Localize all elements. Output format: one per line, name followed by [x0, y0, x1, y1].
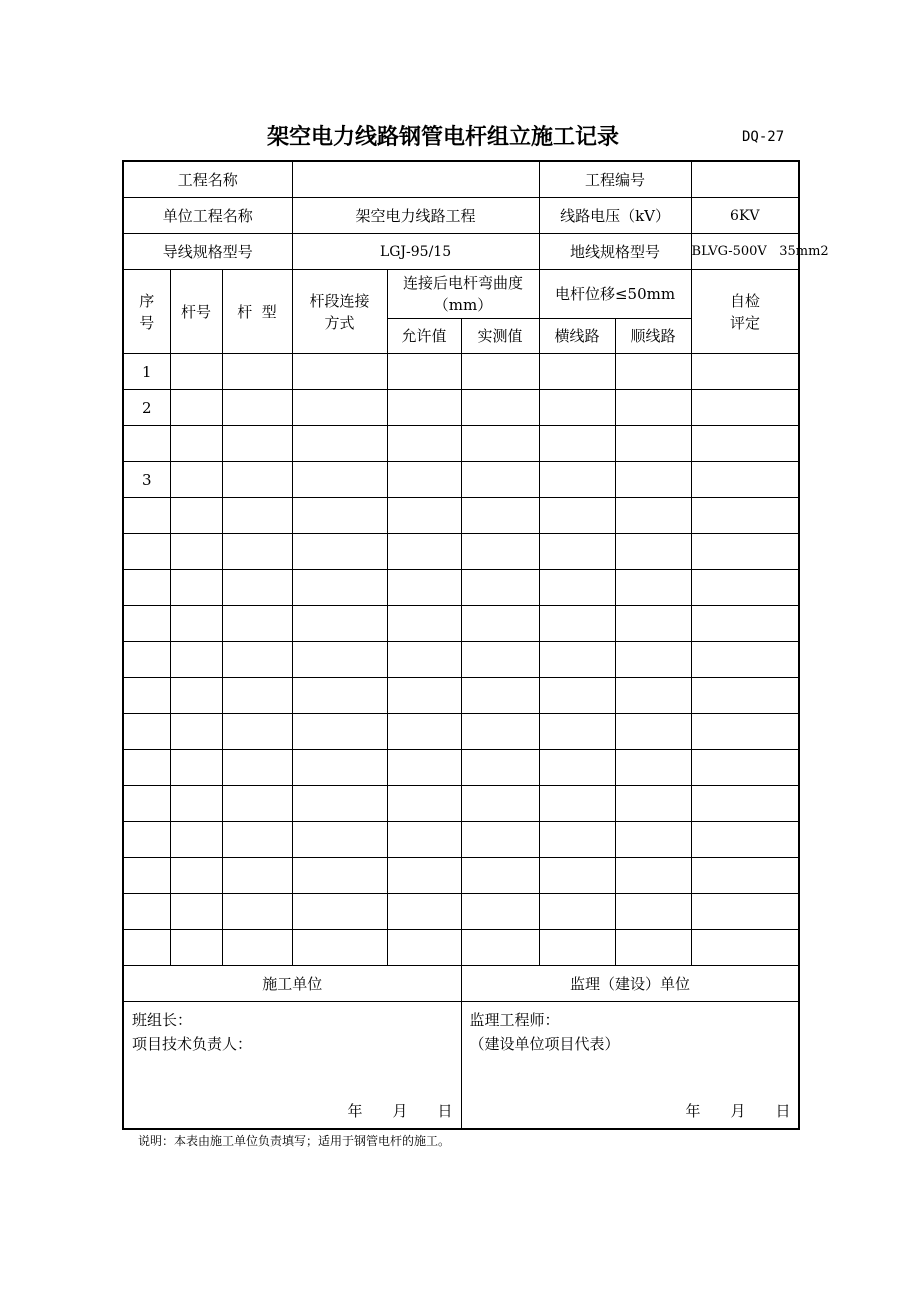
- col-pole-no: 杆号: [170, 270, 222, 354]
- row-input-cell[interactable]: [691, 570, 799, 606]
- row-input-cell[interactable]: [170, 390, 222, 426]
- table-row: [123, 534, 799, 570]
- row-seq-cell: 1: [123, 354, 170, 390]
- col-displacement: 电杆位移≤50mm: [539, 270, 691, 319]
- row-input-cell[interactable]: [222, 642, 292, 678]
- row-input-cell[interactable]: [292, 498, 387, 534]
- row-input-cell[interactable]: [691, 894, 799, 930]
- row-input-cell[interactable]: [461, 426, 539, 462]
- row-input-cell[interactable]: [691, 930, 799, 966]
- row-input-cell[interactable]: [387, 534, 461, 570]
- supervision-signature-cell[interactable]: [461, 1002, 799, 1130]
- row-seq-cell: [123, 534, 170, 570]
- construction-record-table: [122, 160, 829, 1130]
- row-input-cell[interactable]: [222, 426, 292, 462]
- row-seq-cell: [123, 714, 170, 750]
- row-seq-cell: [123, 606, 170, 642]
- row-input-cell[interactable]: [170, 858, 222, 894]
- row-seq-cell: [123, 894, 170, 930]
- row-input-cell[interactable]: [615, 678, 691, 714]
- form-code: DQ-27: [742, 129, 785, 145]
- row-input-cell[interactable]: [170, 606, 222, 642]
- table-row: [123, 606, 799, 642]
- row-input-cell[interactable]: [387, 390, 461, 426]
- row-input-cell[interactable]: [691, 678, 799, 714]
- row-input-cell[interactable]: [222, 354, 292, 390]
- row-input-cell[interactable]: [461, 534, 539, 570]
- row-input-cell[interactable]: [539, 642, 615, 678]
- row-input-cell[interactable]: [461, 606, 539, 642]
- row-input-cell[interactable]: [387, 678, 461, 714]
- supervisor-label: 监理工程师：: [469, 1011, 560, 1029]
- row-input-cell[interactable]: [170, 534, 222, 570]
- row-seq-cell: [123, 786, 170, 822]
- row-seq-cell: [123, 570, 170, 606]
- col-bending: 连接后电杆弯曲度 （mm）: [387, 270, 539, 319]
- row-input-cell[interactable]: [222, 786, 292, 822]
- row-input-cell[interactable]: [539, 714, 615, 750]
- row-input-cell[interactable]: [222, 390, 292, 426]
- construction-date: 年 月 日: [347, 1102, 453, 1120]
- conductor-label: 导线规格型号: [123, 234, 292, 270]
- row-input-cell[interactable]: [292, 930, 387, 966]
- row-input-cell[interactable]: [539, 390, 615, 426]
- header-row-unit: [123, 198, 799, 234]
- row-input-cell[interactable]: [170, 930, 222, 966]
- row-input-cell[interactable]: [539, 426, 615, 462]
- row-input-cell[interactable]: [691, 714, 799, 750]
- row-input-cell[interactable]: [691, 786, 799, 822]
- row-input-cell[interactable]: [615, 894, 691, 930]
- row-input-cell[interactable]: [387, 930, 461, 966]
- row-input-cell[interactable]: [170, 462, 222, 498]
- form-note: 说明：本表由施工单位负责填写；适用于钢管电杆的施工。: [138, 1134, 451, 1148]
- row-input-cell[interactable]: [539, 822, 615, 858]
- row-input-cell[interactable]: [615, 498, 691, 534]
- row-seq-cell: [123, 642, 170, 678]
- ground-wire-field[interactable]: BLVG-500V 35mm2: [691, 234, 799, 270]
- row-input-cell[interactable]: [461, 498, 539, 534]
- row-input-cell[interactable]: [387, 570, 461, 606]
- row-input-cell[interactable]: [691, 354, 799, 390]
- column-header-row-1: [123, 270, 799, 319]
- row-input-cell[interactable]: [222, 822, 292, 858]
- table-row: [123, 786, 799, 822]
- footer-header-row: [123, 966, 799, 1002]
- row-input-cell[interactable]: [691, 390, 799, 426]
- row-input-cell[interactable]: [539, 678, 615, 714]
- row-input-cell[interactable]: [691, 822, 799, 858]
- project-no-label: 工程编号: [539, 161, 691, 198]
- col-measured: 实测值: [461, 319, 539, 354]
- row-input-cell[interactable]: [461, 462, 539, 498]
- project-name-label: 工程名称: [123, 161, 292, 198]
- row-input-cell[interactable]: [222, 570, 292, 606]
- row-input-cell[interactable]: [615, 642, 691, 678]
- col-self-check: 自检 评定: [691, 270, 799, 354]
- row-input-cell[interactable]: [222, 678, 292, 714]
- row-input-cell[interactable]: [691, 426, 799, 462]
- row-seq-cell: 3: [123, 462, 170, 498]
- row-input-cell[interactable]: [292, 570, 387, 606]
- row-input-cell[interactable]: [691, 606, 799, 642]
- row-input-cell[interactable]: [170, 822, 222, 858]
- row-input-cell[interactable]: [461, 822, 539, 858]
- table-row: [123, 714, 799, 750]
- row-input-cell[interactable]: [691, 462, 799, 498]
- row-input-cell[interactable]: [292, 354, 387, 390]
- project-no-field[interactable]: [691, 161, 799, 198]
- row-input-cell[interactable]: [615, 858, 691, 894]
- row-input-cell[interactable]: [170, 642, 222, 678]
- voltage-field[interactable]: 6KV: [691, 198, 799, 234]
- row-input-cell[interactable]: [615, 750, 691, 786]
- row-input-cell[interactable]: [222, 462, 292, 498]
- row-input-cell[interactable]: [170, 570, 222, 606]
- row-input-cell[interactable]: [387, 786, 461, 822]
- row-input-cell[interactable]: [292, 606, 387, 642]
- row-input-cell[interactable]: [387, 606, 461, 642]
- table-row: [123, 426, 799, 462]
- row-input-cell[interactable]: [222, 930, 292, 966]
- row-seq-cell: [123, 858, 170, 894]
- row-input-cell[interactable]: [222, 858, 292, 894]
- row-seq-cell: [123, 750, 170, 786]
- row-input-cell[interactable]: [691, 750, 799, 786]
- row-input-cell[interactable]: [539, 534, 615, 570]
- row-seq-cell: [123, 930, 170, 966]
- row-input-cell[interactable]: [292, 426, 387, 462]
- row-input-cell[interactable]: [615, 570, 691, 606]
- row-input-cell[interactable]: [539, 894, 615, 930]
- table-row: [123, 678, 799, 714]
- row-input-cell[interactable]: [292, 678, 387, 714]
- row-seq-cell: 2: [123, 390, 170, 426]
- row-input-cell[interactable]: [539, 606, 615, 642]
- supervision-date: 年 月 日: [685, 1102, 791, 1120]
- supervision-unit-label: 监理（建设）单位: [461, 966, 799, 1002]
- row-input-cell[interactable]: [615, 606, 691, 642]
- table-row: [123, 822, 799, 858]
- row-input-cell[interactable]: [222, 714, 292, 750]
- row-input-cell[interactable]: [292, 786, 387, 822]
- row-input-cell[interactable]: [170, 498, 222, 534]
- row-input-cell[interactable]: [222, 750, 292, 786]
- row-input-cell[interactable]: [461, 354, 539, 390]
- row-input-cell[interactable]: [461, 642, 539, 678]
- row-input-cell[interactable]: [170, 714, 222, 750]
- row-input-cell[interactable]: [387, 354, 461, 390]
- row-input-cell[interactable]: [222, 534, 292, 570]
- row-input-cell[interactable]: [387, 642, 461, 678]
- row-input-cell[interactable]: [691, 858, 799, 894]
- form-title: 架空电力线路钢管电杆组立施工记录: [266, 125, 619, 150]
- ground-wire-label: 地线规格型号: [539, 234, 691, 270]
- col-transverse: 横线路: [539, 319, 615, 354]
- row-input-cell[interactable]: [387, 462, 461, 498]
- conductor-field[interactable]: LGJ-95/15: [292, 234, 539, 270]
- row-input-cell[interactable]: [461, 570, 539, 606]
- col-seq: 序 号: [123, 270, 170, 354]
- row-input-cell[interactable]: [461, 786, 539, 822]
- row-input-cell[interactable]: [615, 354, 691, 390]
- row-input-cell[interactable]: [691, 642, 799, 678]
- row-input-cell[interactable]: [292, 750, 387, 786]
- row-seq-cell: [123, 426, 170, 462]
- table-row: [123, 930, 799, 966]
- row-input-cell[interactable]: [387, 858, 461, 894]
- construction-unit-label: 施工单位: [123, 966, 461, 1002]
- row-input-cell[interactable]: [539, 786, 615, 822]
- row-input-cell[interactable]: [292, 822, 387, 858]
- row-seq-cell: [123, 678, 170, 714]
- row-input-cell[interactable]: [539, 570, 615, 606]
- row-input-cell[interactable]: [222, 894, 292, 930]
- row-input-cell[interactable]: [170, 426, 222, 462]
- row-input-cell[interactable]: [170, 750, 222, 786]
- row-input-cell[interactable]: [170, 354, 222, 390]
- row-input-cell[interactable]: [292, 390, 387, 426]
- construction-signature-cell[interactable]: [123, 1002, 461, 1130]
- col-allowed: 允许值: [387, 319, 461, 354]
- signature-row: [123, 1002, 799, 1130]
- col-pole-type: 杆 型: [222, 270, 292, 354]
- row-input-cell[interactable]: [615, 786, 691, 822]
- unit-project-field[interactable]: 架空电力线路工程: [292, 198, 539, 234]
- row-input-cell[interactable]: [539, 354, 615, 390]
- row-input-cell[interactable]: [387, 426, 461, 462]
- row-input-cell[interactable]: [461, 750, 539, 786]
- row-input-cell[interactable]: [691, 534, 799, 570]
- row-input-cell[interactable]: [615, 930, 691, 966]
- voltage-label: 线路电压（kV）: [539, 198, 691, 234]
- table-row: [123, 750, 799, 786]
- row-input-cell[interactable]: [615, 534, 691, 570]
- row-input-cell[interactable]: [461, 678, 539, 714]
- table-row: [123, 858, 799, 894]
- data-rows: [123, 354, 799, 966]
- row-input-cell[interactable]: [539, 858, 615, 894]
- row-input-cell[interactable]: [222, 498, 292, 534]
- row-input-cell[interactable]: [615, 714, 691, 750]
- row-input-cell[interactable]: [387, 498, 461, 534]
- row-input-cell[interactable]: [539, 930, 615, 966]
- row-input-cell[interactable]: [170, 786, 222, 822]
- row-input-cell[interactable]: [615, 462, 691, 498]
- row-input-cell[interactable]: [461, 714, 539, 750]
- table-row: [123, 642, 799, 678]
- row-input-cell[interactable]: [292, 714, 387, 750]
- table-row: [123, 570, 799, 606]
- row-input-cell[interactable]: [461, 858, 539, 894]
- row-input-cell[interactable]: [461, 930, 539, 966]
- row-input-cell[interactable]: [539, 498, 615, 534]
- col-connection: 杆段连接 方式: [292, 270, 387, 354]
- row-seq-cell: [123, 822, 170, 858]
- row-input-cell[interactable]: [461, 894, 539, 930]
- row-input-cell[interactable]: [387, 894, 461, 930]
- row-input-cell[interactable]: [292, 462, 387, 498]
- row-input-cell[interactable]: [615, 390, 691, 426]
- row-input-cell[interactable]: [170, 894, 222, 930]
- col-along: 顺线路: [615, 319, 691, 354]
- owner-rep-label: （建设单位项目代表）: [469, 1035, 620, 1053]
- header-row-wire: [123, 234, 799, 270]
- row-input-cell[interactable]: [292, 642, 387, 678]
- row-input-cell[interactable]: [222, 606, 292, 642]
- row-input-cell[interactable]: [387, 822, 461, 858]
- row-input-cell[interactable]: [170, 678, 222, 714]
- row-input-cell[interactable]: [292, 894, 387, 930]
- row-input-cell[interactable]: [292, 534, 387, 570]
- table-row: [123, 354, 799, 390]
- row-input-cell[interactable]: [539, 462, 615, 498]
- header-row-project: [123, 161, 799, 198]
- row-input-cell[interactable]: [615, 822, 691, 858]
- table-row: [123, 462, 799, 498]
- row-input-cell[interactable]: [387, 714, 461, 750]
- unit-project-label: 单位工程名称: [123, 198, 292, 234]
- row-input-cell[interactable]: [691, 498, 799, 534]
- table-row: [123, 894, 799, 930]
- table-row: [123, 498, 799, 534]
- row-input-cell[interactable]: [539, 750, 615, 786]
- row-input-cell[interactable]: [387, 750, 461, 786]
- tech-lead-label: 项目技术负责人：: [132, 1035, 253, 1053]
- row-input-cell[interactable]: [292, 858, 387, 894]
- row-input-cell[interactable]: [461, 390, 539, 426]
- row-seq-cell: [123, 498, 170, 534]
- table-row: [123, 390, 799, 426]
- row-input-cell[interactable]: [615, 426, 691, 462]
- team-leader-label: 班组长：: [132, 1011, 193, 1029]
- project-name-field[interactable]: [292, 161, 539, 198]
